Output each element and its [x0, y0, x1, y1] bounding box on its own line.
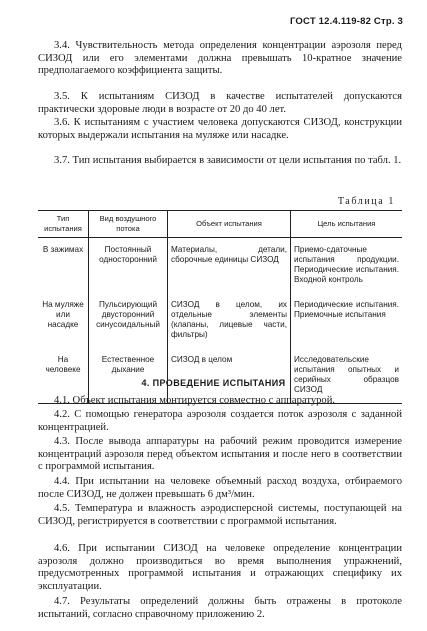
header-cell: Объект испытания [168, 211, 291, 238]
paragraph-4-5: 4.5. Температура и влажность аэродисперсной системы, поступающей на СИЗОД, регистрируется в соответствии с программой испытания. [38, 503, 402, 527]
table-cell: СИЗОД в целом [168, 348, 291, 404]
table-cell: Материалы, детали, сборочные единицы СИЗОД [168, 238, 291, 294]
table-header-row [38, 211, 402, 238]
paragraph-3-5: 3.5. К испытаниям СИЗОД в качестве испытателей допускаются практически здоровые люди в возрасте от 20 до 40 лет. [38, 91, 402, 115]
table-cell: Естественное дыхание [89, 348, 168, 404]
paragraph-4-3: 4.3. После вывода аппаратуры на рабочий режим проводится измерение концентраций аэрозоля перед объектом испытания и после него в соответствии с программой испытания. [38, 436, 402, 473]
paragraph-4-2: 4.2. С помощью генератора аэрозоля создается поток аэрозоля с заданной концентрацией. [38, 409, 402, 433]
header-cell: Цель испытания [291, 211, 403, 238]
table-cell: Пульсирующий двусторонний синусоидальный [89, 293, 168, 348]
table-title: Таблица 1 [337, 196, 395, 207]
table-cell: Периодические испытания. Приемочные испытания [291, 293, 403, 348]
table-cell: В зажимах [42, 245, 84, 254]
header-cell: Тип испытания [38, 211, 89, 238]
header-cell: Вид воздушного потока [89, 211, 168, 238]
page-header: ГОСТ 12.4.119-82 Стр. 3 [289, 16, 403, 27]
test-types-table [38, 210, 402, 404]
paragraph-3-4: 3.4. Чувствительность метода определения концентрации аэрозоля перед СИЗОД или его элементами должна превышать 10-кратное значение предполагаемого коэффициента защиты. [38, 40, 402, 77]
table-cell: Приемо-сдаточные испытания продукции. Периодические испытания. Входной контроль [291, 238, 403, 294]
paragraph-4-4: 4.4. При испытании на человеке объемный расход воздуха, отбираемого после СИЗОД, не должен превышать 6 дм³/мин. [38, 476, 402, 500]
paragraph-4-1: 4.1. Объект испытания монтируется совместно с аппаратурой. [54, 395, 336, 406]
paragraph-3-6: 3.6. К испытаниям с участием человека допускаются СИЗОД, конструкции которых выдержали испытания на муляже или насадке. [38, 117, 402, 141]
table-row [38, 293, 402, 348]
paragraph-4-6: 4.6. При испытании СИЗОД на человеке определение концентрации аэрозоля должно производиться во время выполнения упражнений, предусмотренных программой испытания и отражающих специфику их эксплуатации. [38, 543, 402, 592]
table-cell: Исследовательские испытания опытных и серийных образцов СИЗОД [291, 348, 403, 404]
paragraph-3-7: 3.7. Тип испытания выбирается в зависимости от цели испытания по табл. 1. [54, 155, 402, 166]
table-cell: Постоянный односторонний [89, 238, 168, 294]
table-cell: На человеке [38, 348, 89, 404]
table-cell: На муляже или насадке [42, 300, 84, 329]
paragraph-4-7: 4.7. Результаты определений должны быть отражены в протоколе испытаний, согласно справочному приложению 2. [38, 596, 402, 620]
section-title: 4. ПРОВЕДЕНИЕ ИСПЫТАНИЯ [141, 378, 286, 388]
table-cell: СИЗОД в целом, их отдельные элементы (клапаны, лицевые части, фильтры) [168, 293, 291, 348]
table-row [38, 238, 402, 294]
